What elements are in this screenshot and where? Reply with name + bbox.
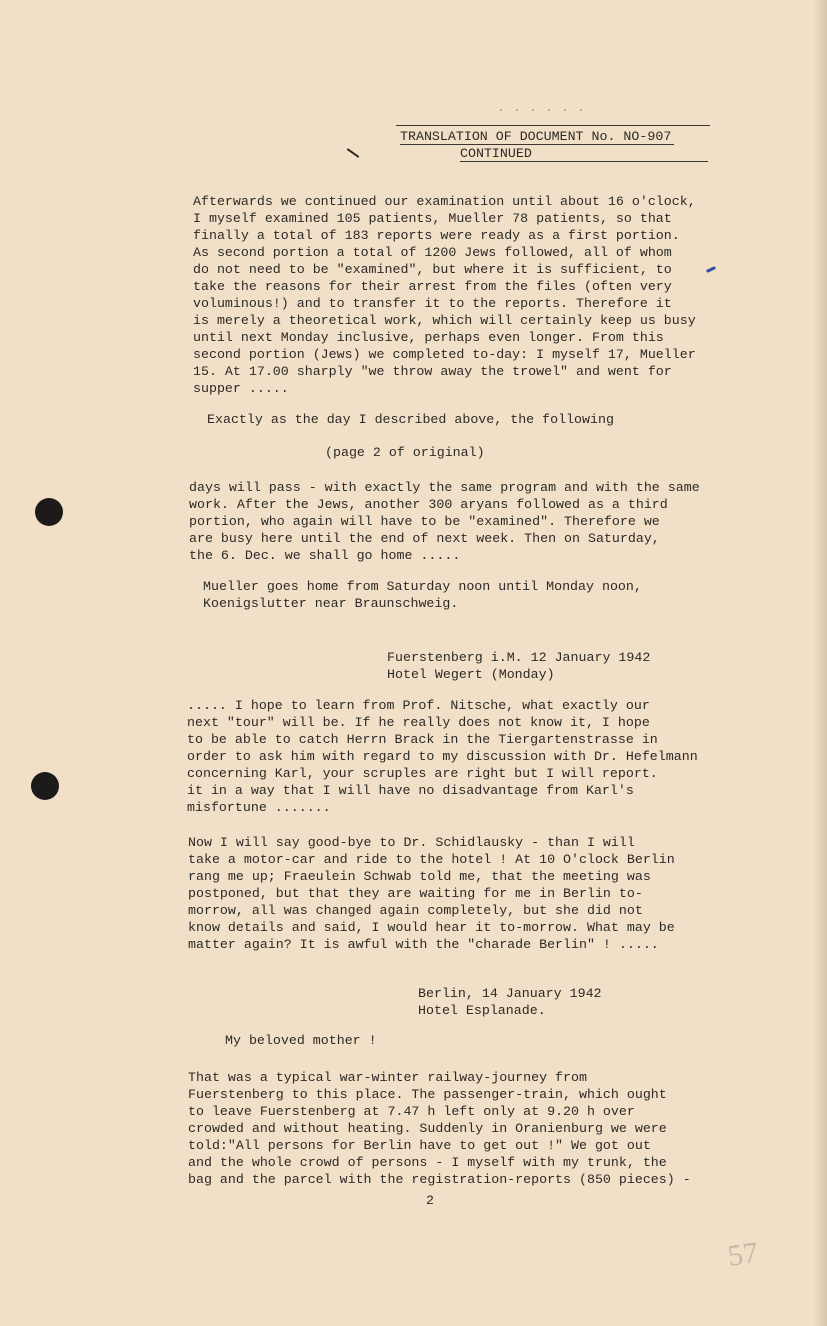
document-title: TRANSLATION OF DOCUMENT No. NO-907 (400, 129, 672, 144)
page-number: 2 (426, 1193, 434, 1208)
page-edge-shadow (813, 0, 827, 1326)
subtitle-underline (460, 161, 708, 162)
pen-tick-mark (347, 148, 360, 158)
paragraph-nitsche: ..... I hope to learn from Prof. Nitsche, what exactly our next "tour" will be. If he really does not know it, I hope to be able to catch Herrn Brack in the Tiergartenstrasse in order to ask him with regard to my discussion with Dr. Hefelmann concerning Karl, your scruples are right but I will report. it in a way that I will have no disadvantage from Karl's misfortune ....... (187, 698, 698, 815)
header-top-rule (396, 125, 710, 126)
dotted-mark: · · · · · · (498, 106, 587, 117)
folio-stamp: 57 (725, 1236, 761, 1273)
paragraph-railway-journey: That was a typical war-winter railway-journey from Fuerstenberg to this place. The passenger-train, which ought to leave Fuerstenberg at 7.47 h left only at 9.20 h over crowded and without heating. Suddenly in Oranienburg we were told:"All persons for Berlin have to get out !" We got out and the whole crowd of persons - I myself with my trunk, the bag and the parcel with the registration-reports (850 pieces) - (188, 1070, 691, 1187)
paragraph-following-days: Exactly as the day I described above, the following (207, 412, 614, 427)
paragraph-examination: Afterwards we continued our examination until about 16 o'clock, I myself examined 105 patients, Mueller 78 patients, so that finally a total of 183 reports were ready as a first portion. As second portion a total of 1200 Jews followed, all of whom do not need to be "examined", but where it is sufficient, to take the reasons for their arrest from the files (often very voluminous!) and to transfer it to the reports. Therefore it is merely a theoretical work, which will certainly keep us busy until next Monday inclusive, perhaps even longer. From this second portion (Jews) we completed to-day: I myself 17, Mueller 15. At 17.00 sharply "we throw away the trowel" and went for supper ..... (193, 194, 696, 396)
ink-mark (706, 266, 716, 273)
paragraph-same-program: days will pass - with exactly the same program and with the same work. After the Jews, another 300 aryans followed as a third portion, who again will have to be "examined". Therefore we are busy here until the end of next week. Then on Saturday, the 6. Dec. we shall go home ..... (189, 480, 700, 563)
paragraph-mueller-home: Mueller goes home from Saturday noon until Monday noon, Koenigslutter near Braunschweig. (203, 579, 642, 611)
paragraph-schidlausky: Now I will say good-bye to Dr. Schidlausky - than I will take a motor-car and ride to the hotel ! At 10 O'clock Berlin rang me up; Fraeulein Schwab told me, that the meeting was postponed, but that they are waiting for me in Berlin to- morrow, all was changed again completely, but she did not know details and said, I would hear it to-morrow. What may be matter again? It is awful with the "charade Berlin" ! ..... (188, 835, 675, 952)
document-subtitle: CONTINUED (460, 146, 532, 161)
dateline-berlin: Berlin, 14 January 1942 Hotel Esplanade. (418, 986, 602, 1018)
salutation: My beloved mother ! (225, 1033, 377, 1048)
dateline-fuerstenberg: Fuerstenberg i.M. 12 January 1942 Hotel Wegert (Monday) (387, 650, 651, 682)
punch-hole-top (35, 498, 63, 526)
page-of-original-note: (page 2 of original) (325, 445, 485, 460)
punch-hole-bottom (31, 772, 59, 800)
title-underline (400, 144, 674, 145)
